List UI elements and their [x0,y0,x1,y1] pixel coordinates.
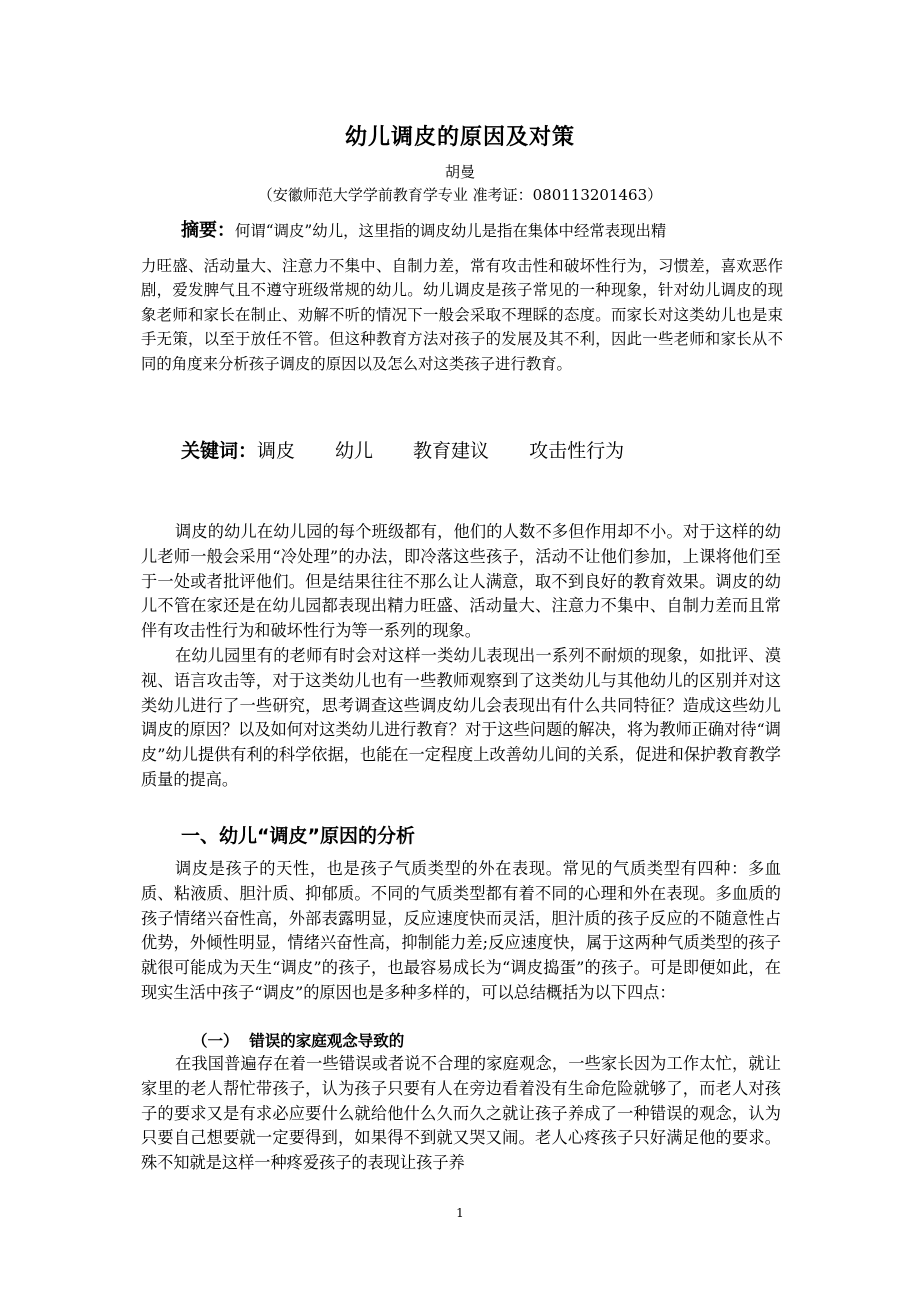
subsection-paragraph: 在我国普遍存在着一些错误或者说不合理的家庭观念，一些家长因为工作太忙，就让家里的老人帮忙带孩子，认为孩子只要有人在旁边看着没有生命危险就够了，而老人对孩子的要求又是有求必应要什么就给他什么久而久之就让孩子养成了一种错误的观念，认为只要自己想要就一定要得到，如果得不到就又哭又闹。老人心疼孩子只好满足他的要求。殊不知就是这样一种疼爱孩子的表现让孩子养 [141,1054,781,1173]
author-name: 胡曼 [444,163,475,181]
section-heading: 一、幼儿“调皮”原因的分析 [181,825,415,847]
abstract-first-text: 何谓“调皮”幼儿，这里指的调皮幼儿是指在集体中经常表现出精 [235,222,667,240]
abstract [141,219,783,376]
subsection-heading: （一） 错误的家庭观念导致的 [192,1032,405,1050]
abstract-text: 力旺盛、活动量大、注意力不集中、自制力差，常有攻击性和破坏性行为，习惯差，喜欢恶作剧，爱发脾气且不遵守班级常规的幼儿。幼儿调皮是孩子常见的一种现象，针对幼儿调皮的现象老师和家长在制止、劝解不听的情况下一般会采取不理睬的态度。而家长对这类幼儿也是束手无策，以至于放任不管。但这种教育方法对孩子的发展及其不利，因此一些老师和家长从不同的角度来分析孩子调皮的原因以及怎么对这类孩子进行教育。 [141,256,783,373]
author-affiliation: （安徽师范大学学前教育学专业 准考证：080113201463） [257,186,663,204]
intro-paragraph: 调皮的幼儿在幼儿园的每个班级都有，他们的人数不多但作用却不小。对于这样的幼儿老师一般会采用“冷处理”的办法，即冷落这些孩子，活动不让他们参加，上课将他们至于一处或者批评他们。但是结果往往不那么让人满意，取不到良好的教育效果。调皮的幼儿不管在家还是在幼儿园都表现出精力旺盛、活动量大、注意力不集中、自制力差而且常伴有攻击性行为和破坏性行为等一系列的现象。 [141,522,781,641]
keywords [181,436,664,463]
abstract-first-line [141,219,783,244]
section-paragraph: 调皮是孩子的天性，也是孩子气质类型的外在表现。常见的气质类型有四种：多血质、粘液质、胆汁质、抑郁质。不同的气质类型都有着不同的心理和外在表现。多血质的孩子情绪兴奋性高，外部表露明显，反应速度快而灵活，胆汁质的孩子反应的不随意性占优势，外倾性明显，情绪兴奋性高，抑制能力差;反应速度快，属于这两种气质类型的孩子就很可能成为天生“调皮”的孩子，也最容易成长为“调皮捣蛋”的孩子。可是即便如此，在现实生活中孩子“调皮”的原因也是多种多样的，可以总结概括为以下四点： [141,859,781,1002]
subsection-body [141,1052,781,1176]
keyword: 攻击性行为 [529,440,625,462]
keyword: 调皮 [257,440,296,462]
document-title: 幼儿调皮的原因及对策 [344,125,575,150]
keyword: 教育建议 [413,440,490,462]
abstract-label: 摘要： [181,220,235,241]
intro-section [141,520,781,793]
intro-paragraph: 在幼儿园里有的老师有时会对这样一类幼儿表现出一系列不耐烦的现象，如批评、漠视、语言攻击等，对于这类幼儿也有一些教师观察到了这类幼儿与其他幼儿的区别并对这类幼儿进行了一些研究，思考调查这些调皮幼儿会表现出有什么共同特征？造成这些幼儿调皮的原因？以及如何对这类幼儿进行教育？对于这些问题的解决，将为教师正确对待“调皮”幼儿提供有利的科学依据，也能在一定程度上改善幼儿间的关系，促进和保护教育教学质量的提高。 [141,645,781,789]
keyword: 幼儿 [335,440,374,462]
page-number: 1 [456,1206,464,1220]
section-body [141,857,781,1006]
keywords-label: 关键词： [181,440,258,462]
